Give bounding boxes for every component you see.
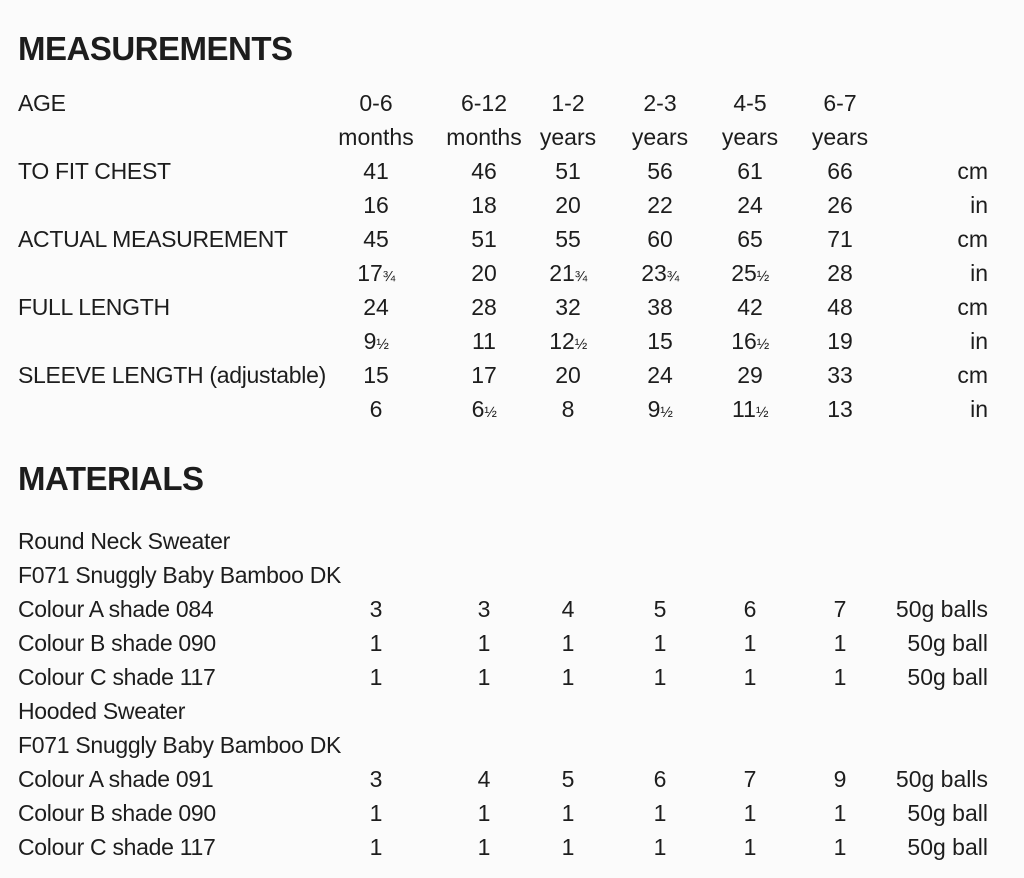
measurement-value: 38 xyxy=(647,294,673,320)
measurement-value: 8 xyxy=(561,396,575,422)
material-label: Round Neck Sweater xyxy=(18,528,230,554)
material-label: Colour A shade 084 xyxy=(18,596,214,622)
age-range: 4-5 xyxy=(733,90,767,116)
measurement-value: 19 xyxy=(827,328,853,354)
measurement-value: 13 xyxy=(827,396,853,422)
material-quantity: 5 xyxy=(653,596,667,622)
yarn-unit: 50g ball xyxy=(907,834,988,860)
unit-label: in xyxy=(970,192,988,218)
measurement-value: 20 xyxy=(555,192,581,218)
measurement-label: SLEEVE LENGTH (adjustable) xyxy=(18,362,326,388)
material-quantity: 3 xyxy=(369,596,383,622)
material-quantity: 1 xyxy=(477,664,491,690)
measurement-row xyxy=(0,188,1024,222)
measurement-value: 12½ xyxy=(549,328,587,354)
material-row xyxy=(0,592,1024,626)
material-quantity: 5 xyxy=(561,766,575,792)
measurement-value: 28 xyxy=(827,260,853,286)
yarn-unit: 50g ball xyxy=(907,800,988,826)
age-row xyxy=(0,86,1024,120)
material-quantity: 1 xyxy=(477,800,491,826)
measurement-value: 15 xyxy=(363,362,389,388)
material-quantity: 1 xyxy=(369,630,383,656)
material-row xyxy=(0,762,1024,796)
measurement-value: 33 xyxy=(827,362,853,388)
material-label: Colour C shade 117 xyxy=(18,834,216,860)
measurement-value: 24 xyxy=(737,192,763,218)
age-range: 1-2 xyxy=(551,90,585,116)
material-label: F071 Snuggly Baby Bamboo DK xyxy=(18,732,342,758)
material-quantity: 1 xyxy=(561,664,575,690)
material-quantity: 1 xyxy=(653,630,667,656)
material-quantity: 1 xyxy=(477,630,491,656)
measurement-row xyxy=(0,222,1024,256)
material-quantity: 9 xyxy=(833,766,847,792)
material-row xyxy=(0,660,1024,694)
material-quantity: 1 xyxy=(653,834,667,860)
material-quantity: 1 xyxy=(743,800,757,826)
measurements-heading: MEASUREMENTS xyxy=(18,30,293,67)
age-label: AGE xyxy=(18,90,66,116)
age-period: months xyxy=(338,124,414,150)
material-quantity: 1 xyxy=(369,834,383,860)
measurement-value: 22 xyxy=(647,192,673,218)
material-quantity: 1 xyxy=(743,834,757,860)
material-label: Colour B shade 090 xyxy=(18,800,216,826)
measurement-value: 28 xyxy=(471,294,497,320)
material-quantity: 1 xyxy=(653,800,667,826)
measurement-value: 45 xyxy=(363,226,389,252)
material-quantity: 7 xyxy=(833,596,847,622)
material-row xyxy=(0,796,1024,830)
age-range: 0-6 xyxy=(359,90,393,116)
measurement-row xyxy=(0,154,1024,188)
material-quantity: 1 xyxy=(833,834,847,860)
measurement-value: 55 xyxy=(555,226,581,252)
material-quantity: 1 xyxy=(561,834,575,860)
measurement-row xyxy=(0,256,1024,290)
measurement-value: 17¾ xyxy=(357,260,395,286)
unit-label: cm xyxy=(957,158,988,184)
material-quantity: 1 xyxy=(369,800,383,826)
material-quantity: 4 xyxy=(477,766,491,792)
material-quantity: 3 xyxy=(369,766,383,792)
material-row xyxy=(0,830,1024,864)
measurement-value: 16½ xyxy=(731,328,769,354)
yarn-unit: 50g ball xyxy=(907,630,988,656)
measurement-value: 20 xyxy=(555,362,581,388)
measurement-value: 51 xyxy=(471,226,497,252)
measurement-value: 56 xyxy=(647,158,673,184)
measurement-value: 23¾ xyxy=(641,260,679,286)
measurement-value: 16 xyxy=(363,192,389,218)
material-quantity: 6 xyxy=(743,596,757,622)
material-quantity: 1 xyxy=(653,664,667,690)
unit-label: in xyxy=(970,260,988,286)
measurement-value: 66 xyxy=(827,158,853,184)
measurement-value: 9½ xyxy=(647,396,673,422)
measurement-value: 18 xyxy=(471,192,497,218)
measurement-value: 29 xyxy=(737,362,763,388)
material-row xyxy=(0,524,1024,558)
measurement-row xyxy=(0,358,1024,392)
measurement-value: 24 xyxy=(647,362,673,388)
material-quantity: 1 xyxy=(561,800,575,826)
age-period: years xyxy=(721,124,779,150)
measurement-value: 42 xyxy=(737,294,763,320)
age-range: 6-12 xyxy=(460,90,508,116)
measurement-value: 9½ xyxy=(363,328,389,354)
material-quantity: 1 xyxy=(833,664,847,690)
material-quantity: 6 xyxy=(653,766,667,792)
measurement-value: 21¾ xyxy=(549,260,587,286)
measurement-value: 17 xyxy=(471,362,497,388)
yarn-unit: 50g balls xyxy=(895,766,988,792)
measurement-value: 48 xyxy=(827,294,853,320)
measurement-row xyxy=(0,392,1024,426)
measurement-value: 6½ xyxy=(471,396,497,422)
measurement-value: 46 xyxy=(471,158,497,184)
age-period: years xyxy=(811,124,869,150)
measurement-value: 11½ xyxy=(732,396,768,422)
material-label: Colour A shade 091 xyxy=(18,766,214,792)
material-quantity: 1 xyxy=(561,630,575,656)
material-label: Colour B shade 090 xyxy=(18,630,216,656)
material-quantity: 1 xyxy=(477,834,491,860)
unit-label: cm xyxy=(957,226,988,252)
measurement-value: 51 xyxy=(555,158,581,184)
age-range: 2-3 xyxy=(643,90,677,116)
measurement-row xyxy=(0,290,1024,324)
materials-heading: MATERIALS xyxy=(18,460,204,497)
material-label: F071 Snuggly Baby Bamboo DK xyxy=(18,562,342,588)
material-quantity: 1 xyxy=(743,630,757,656)
unit-label: cm xyxy=(957,362,988,388)
measurement-value: 20 xyxy=(471,260,497,286)
measurement-label: TO FIT CHEST xyxy=(18,158,171,184)
measurement-label: FULL LENGTH xyxy=(18,294,170,320)
measurement-value: 11 xyxy=(472,328,496,354)
measurement-value: 6 xyxy=(369,396,383,422)
material-row xyxy=(0,626,1024,660)
age-range: 6-7 xyxy=(823,90,857,116)
measurement-value: 60 xyxy=(647,226,673,252)
unit-label: in xyxy=(970,328,988,354)
material-quantity: 7 xyxy=(743,766,757,792)
measurement-value: 25½ xyxy=(731,260,769,286)
age-row-period xyxy=(0,120,1024,154)
material-quantity: 3 xyxy=(477,596,491,622)
material-quantity: 4 xyxy=(561,596,575,622)
measurement-row xyxy=(0,324,1024,358)
measurement-value: 71 xyxy=(827,226,853,252)
material-quantity: 1 xyxy=(369,664,383,690)
measurement-value: 24 xyxy=(363,294,389,320)
measurement-value: 32 xyxy=(555,294,581,320)
material-label: Hooded Sweater xyxy=(18,698,186,724)
age-period: years xyxy=(539,124,597,150)
age-period: years xyxy=(631,124,689,150)
age-period: months xyxy=(446,124,522,150)
measurement-value: 15 xyxy=(647,328,673,354)
material-row xyxy=(0,694,1024,728)
material-quantity: 1 xyxy=(743,664,757,690)
material-row xyxy=(0,558,1024,592)
yarn-unit: 50g balls xyxy=(895,596,988,622)
measurement-value: 61 xyxy=(737,158,763,184)
material-row xyxy=(0,728,1024,762)
unit-label: in xyxy=(970,396,988,422)
measurement-label: ACTUAL MEASUREMENT xyxy=(18,226,288,252)
measurement-value: 65 xyxy=(737,226,763,252)
measurement-value: 41 xyxy=(363,158,389,184)
yarn-unit: 50g ball xyxy=(907,664,988,690)
measurement-value: 26 xyxy=(827,192,853,218)
material-label: Colour C shade 117 xyxy=(18,664,216,690)
material-quantity: 1 xyxy=(833,800,847,826)
material-quantity: 1 xyxy=(833,630,847,656)
unit-label: cm xyxy=(957,294,988,320)
